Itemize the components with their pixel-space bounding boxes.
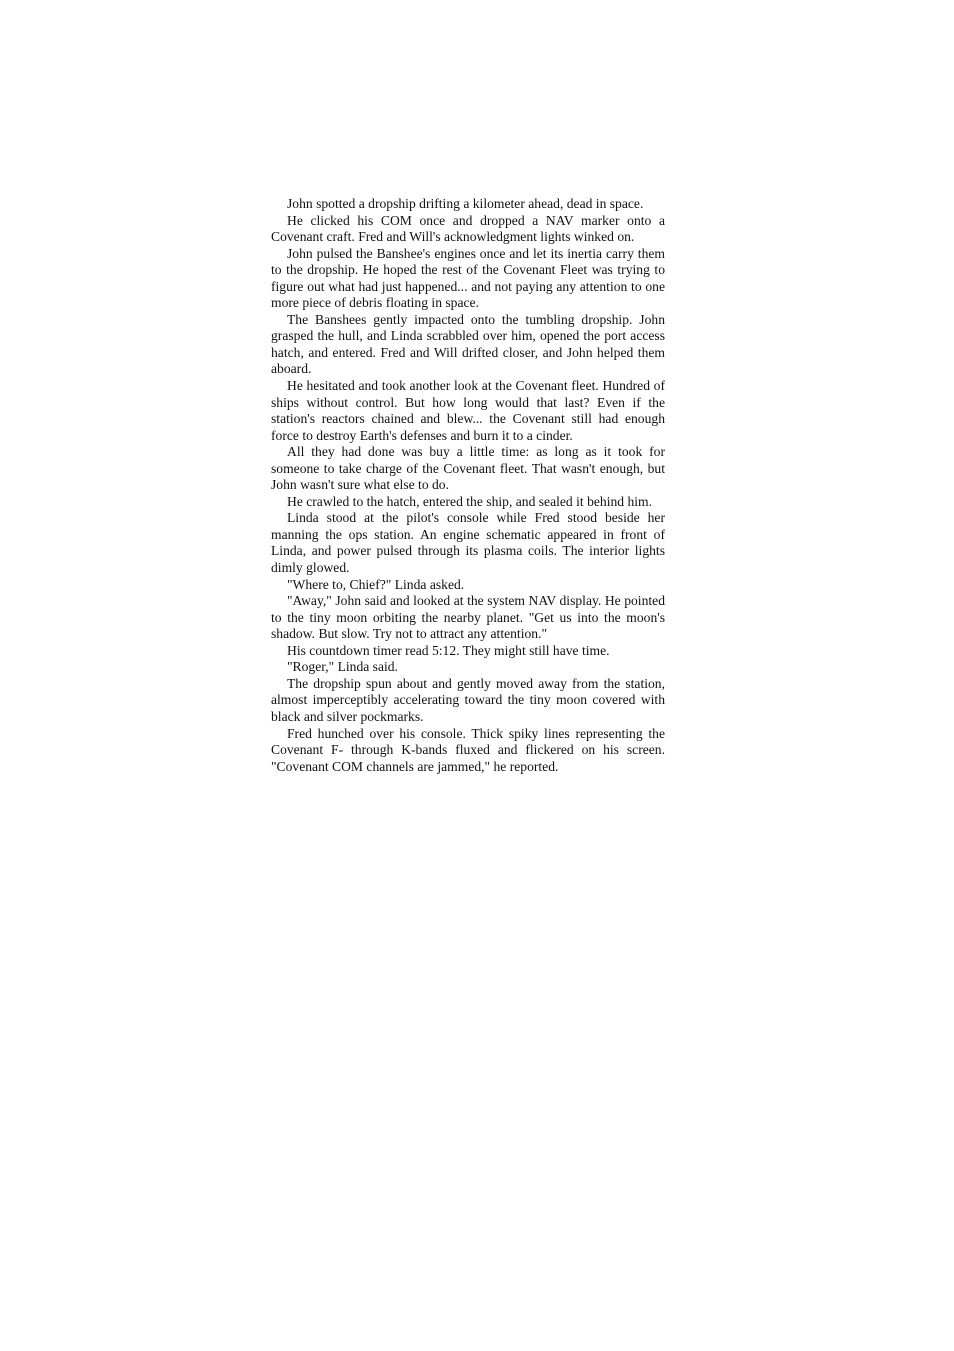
paragraph: He clicked his COM once and dropped a NAV marker onto a Covenant craft. Fred and Will's acknowledgment lights winked on.	[271, 212, 665, 245]
paragraph: Fred hunched over his console. Thick spiky lines representing the Covenant F- through K-bands fluxed and flickered on his screen. "Covenant COM channels are jammed," he reported.	[271, 725, 665, 774]
paragraph: He hesitated and took another look at the Covenant fleet. Hundred of ships without control. But how long would that last? Even if the station's reactors chained and blew... the Covenant still had enough force to destroy Earth's defenses and burn it to a cinder.	[271, 378, 665, 443]
paragraph: The Banshees gently impacted onto the tumbling dropship. John grasped the hull, and Linda scrabbled over him, opened the port access hatch, and entered. Fred and Will drifted closer, and John helped them aboard.	[271, 311, 665, 377]
paragraph: John pulsed the Banshee's engines once and let its inertia carry them to the dropship. He hoped the rest of the Covenant Fleet was trying to figure out what had just happened... and not paying any attention to one more piece of debris floating in space.	[271, 245, 665, 311]
paragraph: All they had done was buy a little time: as long as it took for someone to take charge of the Covenant fleet. That wasn't enough, but John wasn't sure what else to do.	[271, 444, 665, 493]
paragraph: The dropship spun about and gently moved away from the station, almost imperceptibly accelerating toward the tiny moon covered with black and silver pockmarks.	[271, 675, 665, 724]
paragraph: "Away," John said and looked at the system NAV display. He pointed to the tiny moon orbiting the nearby planet. "Get us into the moon's shadow. But slow. Try not to attract any attention."	[271, 593, 665, 642]
paragraph: He crawled to the hatch, entered the ship, and sealed it behind him.	[287, 493, 653, 509]
paragraph: "Roger," Linda said.	[287, 659, 398, 675]
paragraph: John spotted a dropship drifting a kilometer ahead, dead in space.	[287, 196, 644, 211]
paragraph: "Where to, Chief?" Linda asked.	[287, 576, 465, 592]
body-text	[271, 196, 665, 775]
paragraph: His countdown timer read 5:12. They might still have time.	[287, 642, 610, 658]
paragraph: Linda stood at the pilot's console while Fred stood beside her manning the ops station. An engine schematic appeared in front of Linda, and power pulsed through its plasma coils. The interior lights dimly glowed.	[271, 510, 665, 576]
